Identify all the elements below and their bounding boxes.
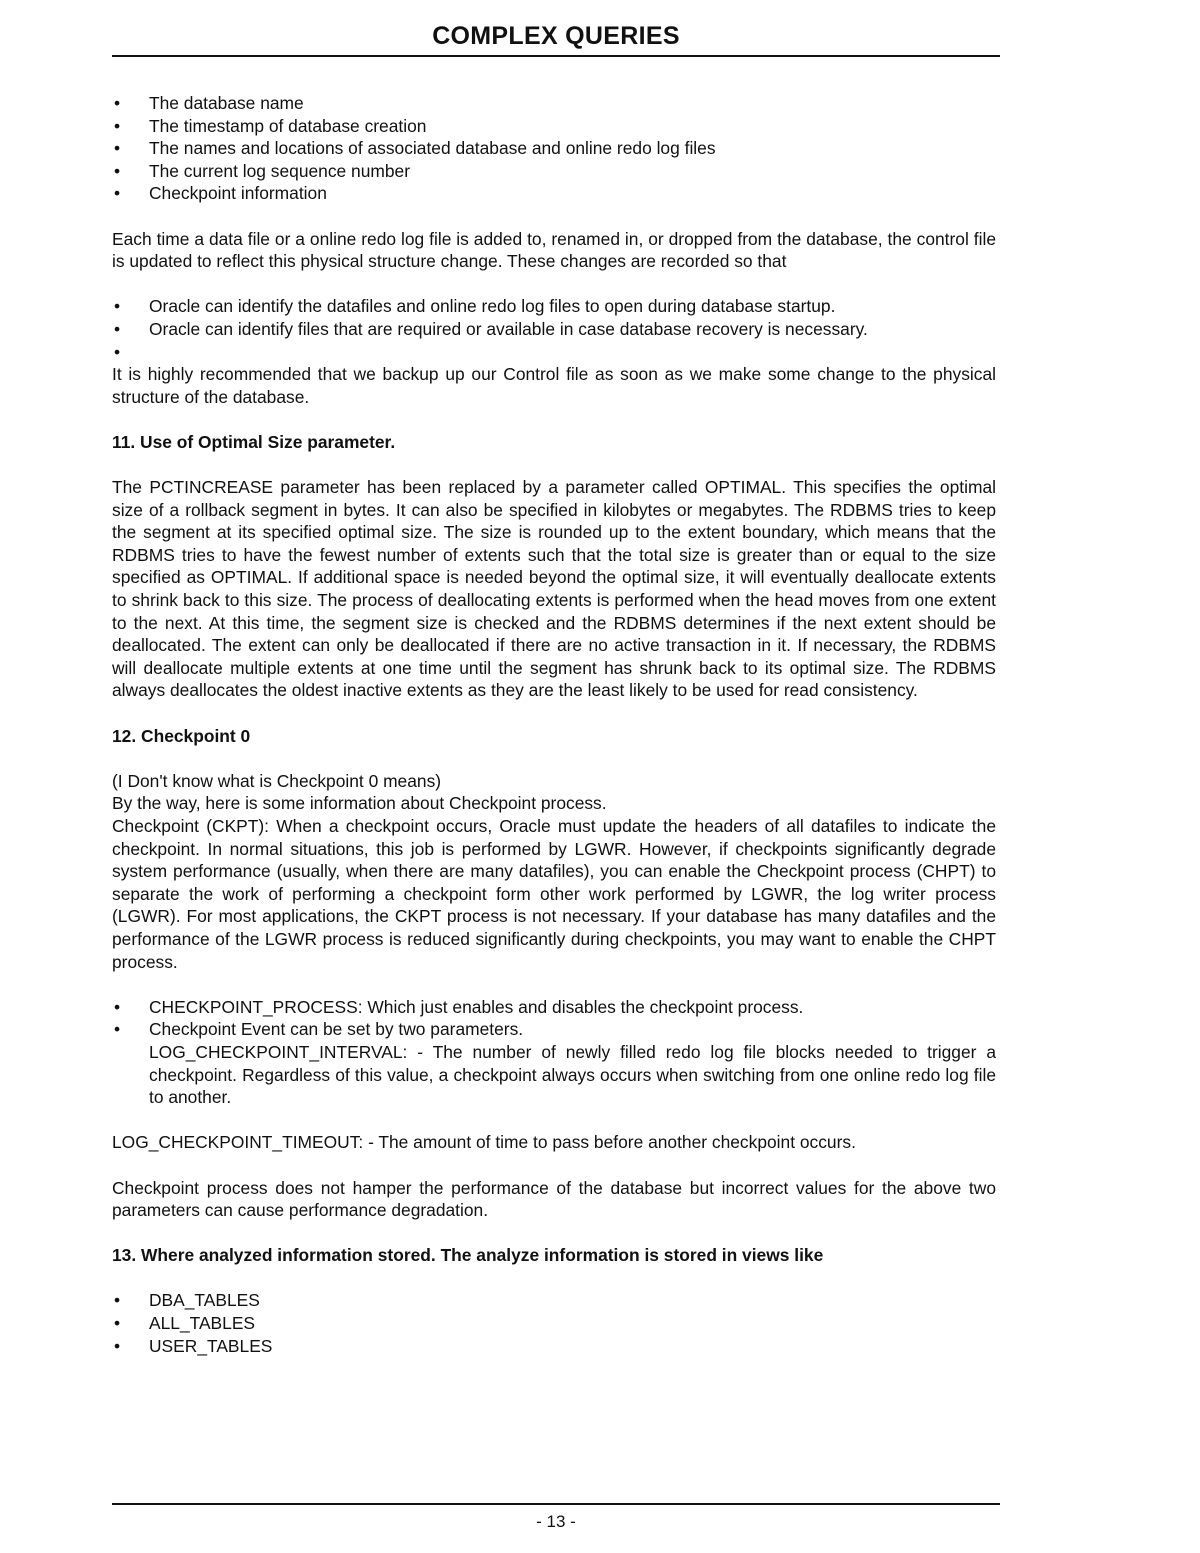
bullet: • bbox=[114, 1313, 121, 1334]
section-12-body: Checkpoint (CKPT): When a checkpoint occurs, Oracle must update the headers of all datafiles to indicate the checkpoint. In normal situations, this job is performed by LGWR. However, if checkpoints significantly degrade system performance (usually, when there are many datafiles), you can enable the Checkpoint process (CHPT) to separate the work of performing a checkpoint form other work performed by LGWR, the log writer process (LGWR). For most applications, the CKPT process is not necessary. If your database has many datafiles and the performance of the LGWR process is reduced significantly during checkpoints, you may want to enable the CHPT process. bbox=[112, 816, 996, 972]
analyze-views-list bbox=[112, 1289, 996, 1357]
bullet: • bbox=[114, 138, 121, 159]
list-item: • CHECKPOINT_PROCESS: Which just enables and disables the checkpoint process. bbox=[114, 996, 804, 1017]
list-item: • Oracle can identify files that are required or available in case database recovery is necessary. bbox=[114, 318, 868, 339]
section-12-intro: By the way, here is some information about Checkpoint process. bbox=[112, 793, 607, 814]
checkpoint-parameters-list bbox=[112, 996, 996, 1109]
list-item bbox=[112, 341, 996, 364]
list-item: • Oracle can identify the datafiles and online redo log files to open during database startup. bbox=[114, 296, 836, 317]
control-file-paragraph: Each time a data file or a online redo log file is added to, renamed in, or dropped from the database, the control file is updated to reflect this physical structure change. These changes are recorded so that bbox=[112, 228, 996, 272]
list-item: • The database name bbox=[114, 93, 304, 113]
list-item: • The names and locations of associated database and online redo log files bbox=[114, 138, 716, 159]
section-12-note: (I Don't know what is Checkpoint 0 means) bbox=[112, 770, 442, 791]
list-item: • USER_TABLES bbox=[114, 1335, 273, 1356]
section-11-heading: 11. Use of Optimal Size parameter. bbox=[112, 431, 396, 452]
header-divider bbox=[112, 55, 1000, 57]
bullet: • bbox=[114, 160, 121, 181]
bullet: • bbox=[114, 115, 121, 136]
bullet: • bbox=[114, 1335, 121, 1356]
list-item: • Checkpoint information bbox=[114, 183, 327, 204]
page-content bbox=[112, 92, 996, 1357]
bullet: • bbox=[114, 93, 121, 113]
section-13-heading: 13. Where analyzed information stored. The analyze information is stored in views like bbox=[112, 1245, 824, 1266]
bullet: • bbox=[114, 183, 121, 204]
checkpoint-timeout-description: LOG_CHECKPOINT_TIMEOUT: - The amount of time to pass before another checkpoint occurs. bbox=[112, 1132, 856, 1153]
bullet: • bbox=[114, 296, 121, 317]
bullet: • bbox=[114, 318, 121, 339]
control-file-reasons-list bbox=[112, 295, 996, 363]
page-number: - 13 - bbox=[536, 1512, 576, 1531]
list-item: • The current log sequence number bbox=[114, 160, 411, 181]
checkpoint-interval-description: LOG_CHECKPOINT_INTERVAL: - The number of newly filled redo log file blocks needed to trigger a checkpoint. Regardless of this value, a checkpoint always occurs when switching from one online redo log file to another. bbox=[149, 1041, 996, 1108]
list-item: • The timestamp of database creation bbox=[114, 115, 427, 136]
list-item: • ALL_TABLES bbox=[114, 1313, 256, 1334]
section-11-body: The PCTINCREASE parameter has been replaced by a parameter called OPTIMAL. This specifies the optimal size of a rollback segment in bytes. It can also be specified in kilobytes or megabytes. The RDBMS tries to keep the segment at its specified optimal size. The size is rounded up to the extent boundary, which means that the RDBMS tries to have the fewest number of extents such that the total size is greater than or equal to the size specified as OPTIMAL. If additional space is needed beyond the optimal size, it will eventually deallocate extents to shrink back to this size. The process of deallocating extents is performed when the head moves from one extent to the next. At this time, the segment size is checked and the RDBMS determines if the next extent should be deallocated. The extent can only be deallocated if there are no active transaction in it. If necessary, the RDBMS will deallocate multiple extents at one time until the segment has shrunk back to its optimal size. The RDBMS always deallocates the oldest inactive extents as they are the least likely to be used for read consistency. bbox=[112, 477, 996, 701]
backup-paragraph: It is highly recommended that we backup up our Control file as soon as we make some change to the physical structure of the database. bbox=[112, 364, 996, 407]
bullet: • bbox=[114, 996, 121, 1017]
section-12-heading: 12. Checkpoint 0 bbox=[112, 725, 251, 746]
list-item: • DBA_TABLES bbox=[114, 1290, 260, 1311]
list-item: • Checkpoint Event can be set by two parameters. LOG_CHECKPOINT_INTERVAL: - The number of newly filled redo log file blocks needed to trigger a checkpoint. Regardless of this value, a checkpoint always occurs when switching from one online redo log file to another. bbox=[114, 1019, 996, 1108]
bullet: • bbox=[114, 1290, 121, 1311]
footer-divider bbox=[112, 1503, 1000, 1505]
bullet: • bbox=[114, 1019, 121, 1040]
bullet: • bbox=[114, 341, 121, 362]
section-12-closing: Checkpoint process does not hamper the performance of the database but incorrect values for the above two parameters can cause performance degradation. bbox=[112, 1177, 996, 1221]
control-file-contents-list bbox=[112, 92, 996, 205]
page-header-title: COMPLEX QUERIES bbox=[432, 22, 680, 50]
